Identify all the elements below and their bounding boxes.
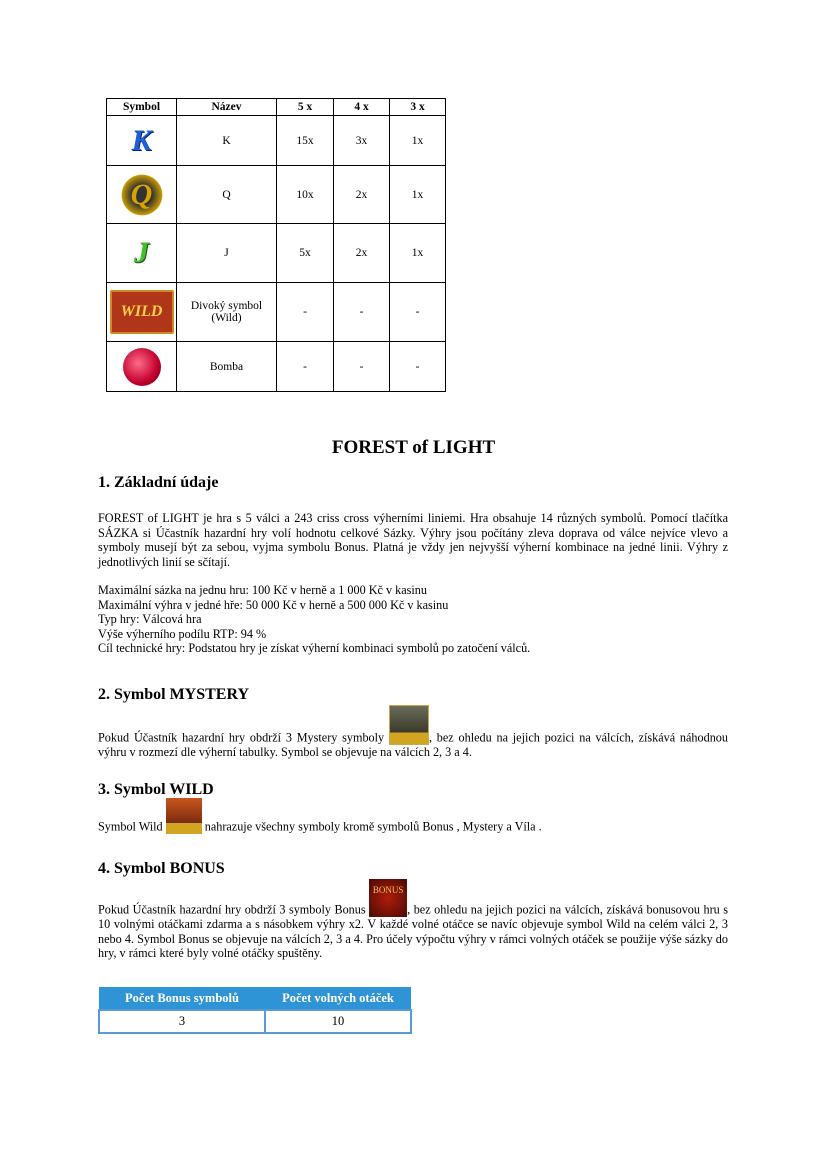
col-header: Symbol: [107, 99, 177, 116]
paragraph: [98, 705, 728, 760]
section-heading: 4. Symbol BONUS: [98, 860, 225, 877]
mystery-symbol-icon: [389, 705, 429, 745]
payout: -: [334, 283, 390, 342]
table-row: [107, 224, 446, 283]
q-symbol-icon: Q: [117, 173, 167, 217]
text: , bez ohledu na jejich pozici na válcích, získává bonusovou hru s 10 volnými otáčkami zdarma a s násobkem výhry x2. V každé volné otáčce se navíc objevuje symbol Wild na celém válci 2, 3 nebo 4. Symbol Bonus se objevuje na válcích 2, 3 a 4. Pro účely výpočtu výhry v rámci volných otáček se použije výše sázky do hry, v rámci které byly volné otáčky spuštěny.: [98, 902, 729, 960]
bonus-table: [98, 987, 412, 1034]
info-line: Výše výherního podílu RTP: 94 %: [98, 626, 267, 641]
payout: 1x: [390, 116, 446, 166]
info-line: Maximální sázka na jednu hru: 100 Kč v herně a 1 000 Kč v kasinu: [98, 583, 427, 597]
paragraph: FOREST of LIGHT je hra s 5 válci a 243 criss cross výherními liniemi. Hra obsahuje 14 různých symbolů. Pomocí tlačítka SÁZKA si Účastník hazardní hry volí hodnotu celkové Sázky. Výhry jsou počítány zleva doprava od válce nejvíce vlevo a symboly musejí být za sebou, vyjma symbolu Bonus. Platná je vždy jen nejvyšší výherní kombinace na jedné linii. Výhry z jednotlivých linií se sčítají.: [98, 511, 728, 569]
text: Pokud Účastník hazardní hry obdrží 3 symboly Bonus: [98, 902, 370, 917]
wild-fairy-icon: [166, 798, 202, 834]
text: nahrazuje všechny symboly kromě symbolů Bonus , Mystery a Víla .: [201, 819, 542, 834]
cell: 10: [265, 1010, 411, 1033]
section-body: [98, 511, 728, 656]
payout: 1x: [390, 166, 446, 224]
table-row: [107, 342, 446, 392]
payout: -: [390, 342, 446, 392]
paragraph: [98, 879, 728, 961]
symbol-name: J: [177, 224, 277, 283]
info-line: Cíl technické hry: Podstatou hry je získat výherní kombinaci symbolů po zatočení válců.: [98, 641, 531, 655]
symbol-name: Q: [177, 166, 277, 224]
page-title: FOREST of LIGHT: [331, 437, 496, 458]
j-symbol-icon: J: [134, 236, 149, 269]
table-row: [107, 116, 446, 166]
payout: 15x: [277, 116, 334, 166]
bonus-symbol-icon: BONUS: [369, 879, 407, 917]
text: Symbol Wild: [98, 819, 166, 834]
symbol-name: Bomba: [177, 342, 277, 392]
payout: 1x: [390, 224, 446, 283]
col-header: Počet volných otáček: [265, 987, 411, 1010]
payout: 2x: [334, 224, 390, 283]
table-row: [107, 283, 446, 342]
text: , bez ohledu na jejich pozici na válcích, získává náhodnou výhru v rozmezí dle výherní tabulky. Symbol se objevuje na válcích 2, 3 a 4.: [98, 730, 728, 759]
payout: -: [390, 283, 446, 342]
info-line: Maximální výhra v jedné hře: 50 000 Kč v herně a 500 000 Kč v kasinu: [98, 597, 449, 612]
payout: -: [334, 342, 390, 392]
section-heading: 2. Symbol MYSTERY: [98, 686, 250, 703]
cell: 3: [99, 1010, 265, 1033]
section-heading: 1. Základní údaje: [98, 474, 219, 491]
wild-symbol-icon: WILD: [110, 290, 174, 334]
table-row: [99, 1010, 411, 1033]
text: Pokud Účastník hazardní hry obdrží 3 Mystery symboly: [98, 730, 389, 745]
payout: -: [277, 283, 334, 342]
col-header: Název: [177, 99, 277, 116]
payout: -: [277, 342, 334, 392]
table-row: [107, 166, 446, 224]
symbol-name: K: [177, 116, 277, 166]
col-header: 3 x: [390, 99, 446, 116]
payout: 3x: [334, 116, 390, 166]
k-symbol-icon: K: [131, 123, 152, 157]
symbol-paytable: [106, 98, 446, 392]
symbol-name: Divoký symbol (Wild): [177, 283, 277, 342]
col-header: 4 x: [334, 99, 390, 116]
bomb-symbol-icon: [123, 348, 161, 386]
section-heading: 3. Symbol WILD: [98, 781, 214, 798]
payout: 10x: [277, 166, 334, 224]
col-header: 5 x: [277, 99, 334, 116]
payout: 2x: [334, 166, 390, 224]
info-line: Typ hry: Válcová hra: [98, 612, 202, 626]
paragraph: [98, 798, 728, 834]
payout: 5x: [277, 224, 334, 283]
col-header: Počet Bonus symbolů: [99, 987, 265, 1010]
